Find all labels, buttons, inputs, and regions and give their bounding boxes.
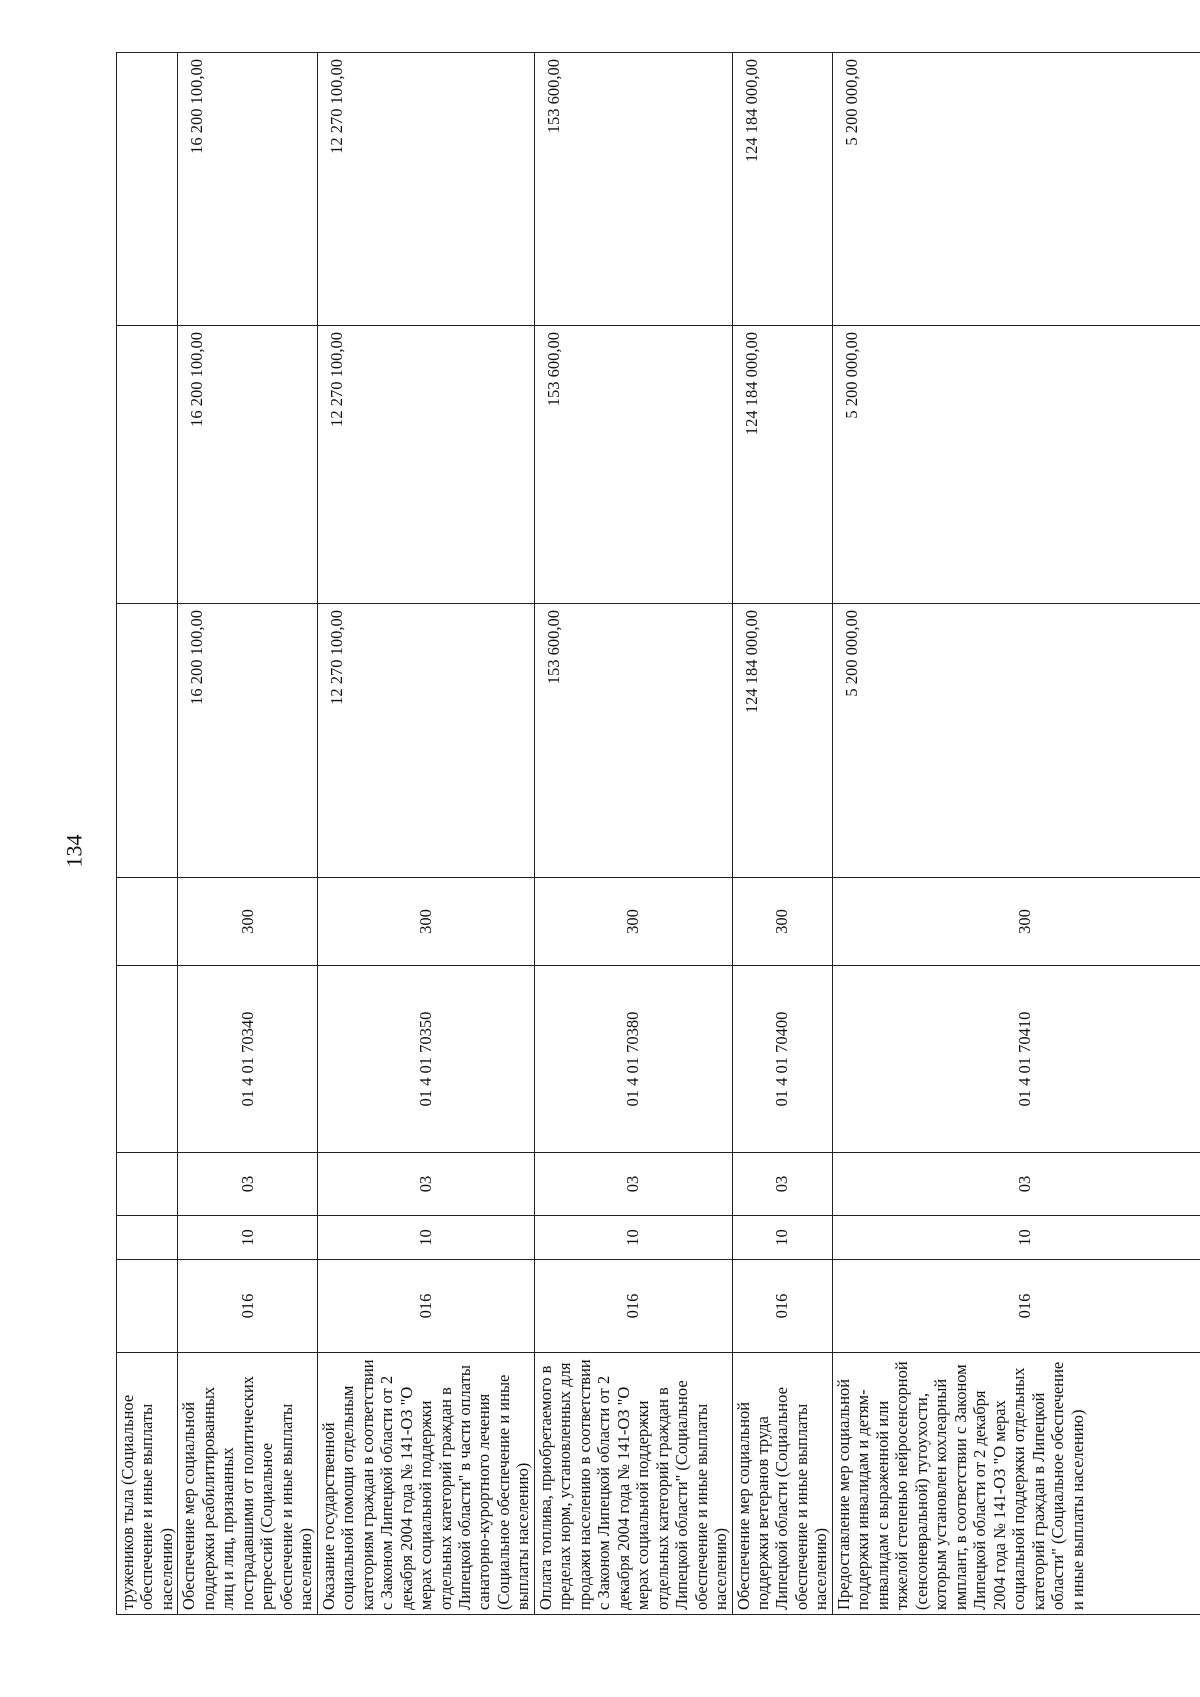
amount-3-cell: 12 270 100,00 xyxy=(317,53,534,326)
row-description: Оплата топлива, приобретаемого в пределах норм, установленных для продажи населению в соответствии с Законом Липецкой области от 2 декабря 2004 года № 141-ОЗ "О мерах социальной поддержки отдельных категорий граждан в Липецкой области" (Социальное обеспечение и иные выплаты населению) xyxy=(534,1353,732,1615)
expense-type-cell: 300 xyxy=(732,878,832,966)
expense-type-cell: 300 xyxy=(178,878,317,966)
target-article-cell: 01 4 01 70340 xyxy=(178,966,317,1153)
row-description: Обеспечение мер социальной поддержки ветеранов труда Липецкой области (Социальное обеспечение и иные выплаты населению) xyxy=(732,1353,832,1615)
table-row xyxy=(178,53,317,1615)
amount-2-cell xyxy=(117,326,178,604)
grbs-cell xyxy=(117,1260,178,1353)
amount-1-cell: 12 270 100,00 xyxy=(317,604,534,878)
amount-3-cell: 153 600,00 xyxy=(534,53,732,326)
amount-1-cell xyxy=(117,604,178,878)
razdel-cell: 10 xyxy=(534,1216,732,1260)
amount-1-cell: 5 200 000,00 xyxy=(832,604,1200,878)
grbs-cell: 016 xyxy=(534,1260,732,1353)
table-row xyxy=(832,53,1200,1615)
amount-1-cell: 153 600,00 xyxy=(534,604,732,878)
podrazdel-cell: 03 xyxy=(832,1153,1200,1216)
expense-type-cell: 300 xyxy=(534,878,732,966)
amount-2-cell: 153 600,00 xyxy=(534,326,732,604)
razdel-cell: 10 xyxy=(178,1216,317,1260)
expense-type-cell: 300 xyxy=(317,878,534,966)
amount-2-cell: 124 184 000,00 xyxy=(732,326,832,604)
target-article-cell: 01 4 01 70350 xyxy=(317,966,534,1153)
row-description: Предоставление мер социальной поддержки инвалидам и детям-инвалидам с выраженной или тяжелой степенью нейросенсорной (сенсоневральной) тугоухости, которым установлен кохлеарный имплант, в соответствии с Законом Липецкой области от 2 декабря 2004 года № 141-ОЗ "О мерах социальной поддержки отдельных категорий граждан в Липецкой области" (Социальное обеспечение и иные выплаты населению) xyxy=(832,1353,1200,1615)
row-description: Обеспечение мер социальной поддержки реабилитированных лиц и лиц, признанных пострадавшими от политических репрессий (Социальное обеспечение и иные выплаты населению) xyxy=(178,1353,317,1615)
table-row xyxy=(117,53,178,1615)
target-article-cell: 01 4 01 70380 xyxy=(534,966,732,1153)
rotated-table-frame xyxy=(116,53,1146,1615)
amount-1-cell: 16 200 100,00 xyxy=(178,604,317,878)
podrazdel-cell: 03 xyxy=(732,1153,832,1216)
razdel-cell: 10 xyxy=(832,1216,1200,1260)
amount-3-cell: 16 200 100,00 xyxy=(178,53,317,326)
amount-3-cell: 124 184 000,00 xyxy=(732,53,832,326)
expense-type-cell xyxy=(117,878,178,966)
row-description: тружеников тыла (Социальное обеспечение и иные выплаты населению) xyxy=(117,1353,178,1615)
amount-3-cell xyxy=(117,53,178,326)
table-row xyxy=(732,53,832,1615)
amount-2-cell: 12 270 100,00 xyxy=(317,326,534,604)
budget-table xyxy=(116,52,1200,1615)
target-article-cell: 01 4 01 70400 xyxy=(732,966,832,1153)
razdel-cell: 10 xyxy=(732,1216,832,1260)
grbs-cell: 016 xyxy=(732,1260,832,1353)
podrazdel-cell xyxy=(117,1153,178,1216)
table-row xyxy=(317,53,534,1615)
razdel-cell: 10 xyxy=(317,1216,534,1260)
amount-2-cell: 16 200 100,00 xyxy=(178,326,317,604)
row-description: Оказание государственной социальной помощи отдельным категориям граждан в соответствии с Законом Липецкой области от 2 декабря 2004 года № 141-ОЗ "О мерах социальной поддержки отдельных категорий граждан в Липецкой области" в части оплаты санаторно-курортного лечения (Социальное обеспечение и иные выплаты населению) xyxy=(317,1353,534,1615)
amount-3-cell: 5 200 000,00 xyxy=(832,53,1200,326)
amount-2-cell: 5 200 000,00 xyxy=(832,326,1200,604)
page-number: 134 xyxy=(61,834,87,868)
target-article-cell: 01 4 01 70410 xyxy=(832,966,1200,1153)
grbs-cell: 016 xyxy=(832,1260,1200,1353)
expense-type-cell: 300 xyxy=(832,878,1200,966)
amount-1-cell: 124 184 000,00 xyxy=(732,604,832,878)
podrazdel-cell: 03 xyxy=(317,1153,534,1216)
table-row xyxy=(534,53,732,1615)
grbs-cell: 016 xyxy=(317,1260,534,1353)
grbs-cell: 016 xyxy=(178,1260,317,1353)
razdel-cell xyxy=(117,1216,178,1260)
target-article-cell xyxy=(117,966,178,1153)
podrazdel-cell: 03 xyxy=(534,1153,732,1216)
podrazdel-cell: 03 xyxy=(178,1153,317,1216)
